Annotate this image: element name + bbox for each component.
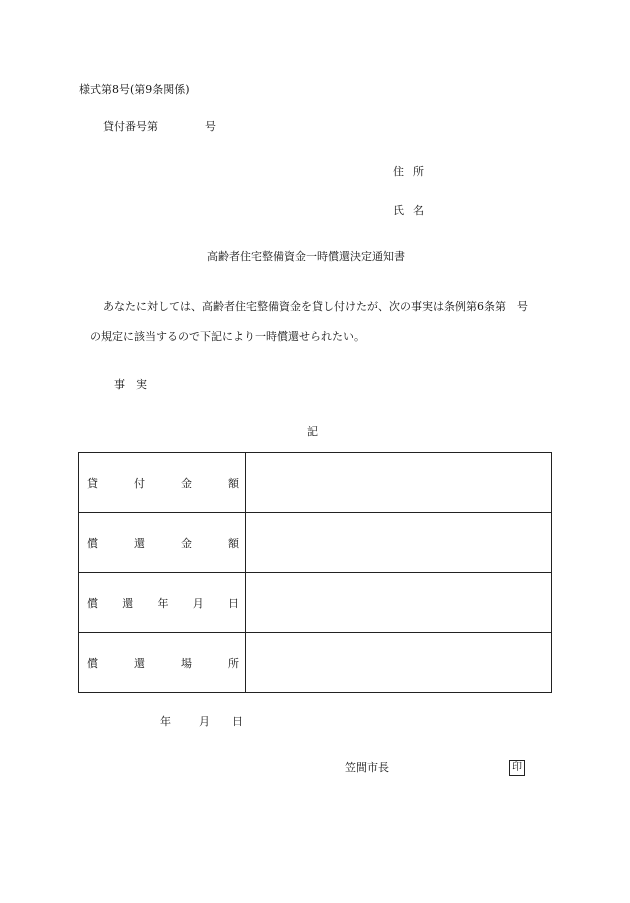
- ki-label: 記: [307, 425, 318, 438]
- row-label-char: 貸: [87, 476, 98, 490]
- issuer-name: 笠間市長: [345, 761, 389, 774]
- row-label-char: 場: [181, 656, 192, 670]
- table-row: [79, 633, 552, 693]
- row-label-char: 還: [122, 596, 134, 610]
- row-label-char: 付: [134, 476, 145, 490]
- row-label-char: 額: [228, 476, 239, 490]
- loan-amount-value: [246, 453, 552, 513]
- row-label-char: 償: [87, 656, 98, 670]
- table-row: [79, 453, 552, 513]
- date-day-label: 日: [232, 715, 243, 728]
- date-month-label: 月: [199, 715, 210, 728]
- body-text-line-2: の規定に該当するので下記により一時償還せられたい。: [90, 330, 365, 343]
- document-title: 高齢者住宅整備資金一時償還決定通知書: [207, 250, 405, 263]
- form-number: 様式第8号(第9条関係): [79, 83, 190, 96]
- table-row: [79, 513, 552, 573]
- row-label-char: 年: [157, 596, 169, 610]
- loan-number-suffix: 号: [205, 120, 216, 133]
- row-label-repayment-date: [79, 573, 246, 633]
- row-label-char: 還: [134, 656, 145, 670]
- repayment-amount-value: [246, 513, 552, 573]
- table-row: [79, 573, 552, 633]
- row-label-char: 月: [192, 596, 204, 610]
- issue-date-line: [160, 716, 243, 727]
- date-year-label: 年: [160, 715, 171, 728]
- body-text-line-1: あなたに対しては、高齢者住宅整備資金を貸し付けたが、次の事実は条例第6条第 号: [103, 300, 528, 313]
- facts-label: 事実: [114, 378, 158, 391]
- row-label-repayment-place: [79, 633, 246, 693]
- row-label-repayment-amount: [79, 513, 246, 573]
- row-label-char: 償: [87, 536, 98, 550]
- row-label-char: 金: [181, 476, 192, 490]
- row-label-char: 日: [228, 596, 239, 610]
- name-label: 氏名: [393, 204, 433, 217]
- row-label-loan-amount: [79, 453, 246, 513]
- seal-icon: 印: [509, 760, 525, 776]
- row-label-char: 所: [228, 656, 239, 670]
- details-table: [78, 452, 552, 693]
- row-label-char: 償: [87, 596, 98, 610]
- repayment-place-value: [246, 633, 552, 693]
- loan-number-label: 貸付番号第: [103, 120, 158, 133]
- row-label-char: 金: [181, 536, 192, 550]
- repayment-date-value: [246, 573, 552, 633]
- address-label: 住所: [393, 165, 433, 178]
- row-label-char: 額: [228, 536, 239, 550]
- row-label-char: 還: [134, 536, 145, 550]
